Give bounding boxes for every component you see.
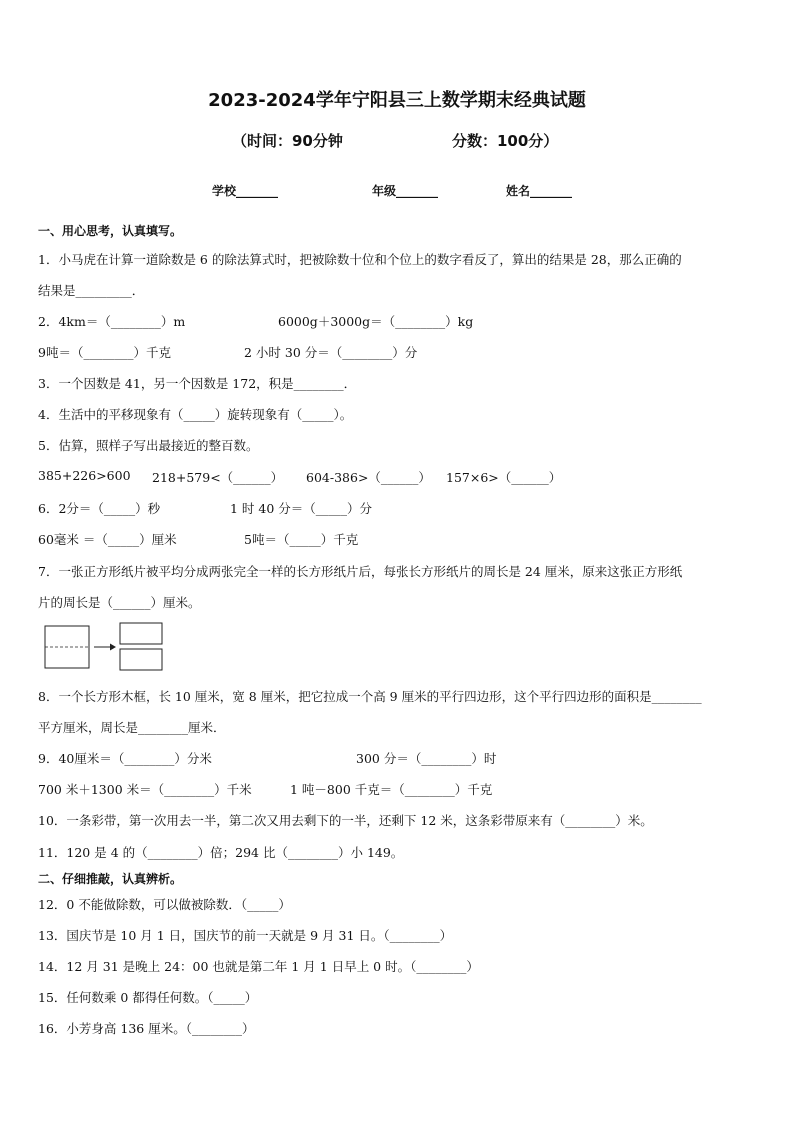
question-5: 5．估算，照样子写出最接近的整百数。 [38, 438, 259, 453]
question-4: 4．生活中的平移现象有（_____）旋转现象有（_____）。 [38, 407, 353, 422]
question-15: 15．任何数乘 0 都得任何数。（_____） [38, 990, 258, 1005]
question-6-part-3: 60毫米 ＝（_____）厘米 [38, 532, 177, 547]
section-heading-2: 二、仔细推敲，认真辨析。 [38, 872, 183, 886]
question-5-item-2: 604-386>（______） [306, 470, 431, 485]
question-7-line-2: 片的周长是（______）厘米。 [38, 595, 201, 610]
arrow-head-icon [110, 644, 116, 651]
name-field[interactable]: 姓名_______ [506, 184, 573, 198]
question-8-line-2: 平方厘米，周长是________厘米． [38, 720, 226, 735]
question-8-line-1: 8．一个长方形木框，长 10 厘米，宽 8 厘米，把它拉成一个高 9 厘米的平行四边形，这个平行四边形的面积是________ [38, 689, 702, 704]
school-field[interactable]: 学校_______ [212, 184, 279, 198]
page-title: 2023-2024学年宁阳县三上数学期末经典试题 [208, 90, 586, 111]
question-10: 10．一条彩带，第一次用去一半，第二次又用去剩下的一半，还剩下 12 米，这条彩带原来有（________）米。 [38, 813, 653, 828]
rectangle-top [120, 623, 162, 644]
question-1-line-2: 结果是_________． [38, 283, 145, 298]
question-2-part-2: 6000g＋3000g＝（________）kg [278, 314, 474, 329]
question-11: 11．120 是 4 的（________）倍；294 比（________）小 149。 [38, 845, 404, 860]
question-2-part-4: 2 小时 30 分＝（________）分 [244, 345, 418, 360]
rectangle-bottom [120, 649, 162, 670]
exam-score: 分数：100分） [452, 132, 559, 150]
question-5-item-1: 218+579<（______） [152, 470, 284, 485]
question-16: 16．小芳身高 136 厘米。（________） [38, 1021, 255, 1036]
question-1-line-1: 1．小马虎在计算一道除数是 6 的除法算式时，把被除数十位和个位上的数字看反了，算出的结果是 28，那么正确的 [38, 252, 682, 267]
question-5-item-3: 157×6>（______） [446, 470, 562, 485]
question-13: 13．国庆节是 10 月 1 日，国庆节的前一天就是 9 月 31 日。（________） [38, 928, 453, 943]
question-3: 3．一个因数是 41，另一个因数是 172，积是________． [38, 376, 357, 391]
question-14: 14．12 月 31 是晚上 24：00 也就是第二年 1 月 1 日早上 0 时。（________） [38, 959, 479, 974]
question-2-part-1: 2．4km＝（________）m [38, 314, 186, 329]
question-9-part-3: 700 米＋1300 米＝（________）千米 [38, 782, 252, 797]
question-9-part-1: 9．40厘米＝（________）分米 [38, 751, 212, 766]
question-7-line-1: 7．一张正方形纸片被平均分成两张完全一样的长方形纸片后，每张长方形纸片的周长是 24 厘米，原来这张正方形纸 [38, 564, 683, 579]
question-6-part-1: 6．2分＝（_____）秒 [38, 501, 161, 516]
section-heading-1: 一、用心思考，认真填写。 [38, 224, 183, 238]
question-12: 12．0 不能做除数，可以做被除数．（_____） [38, 897, 291, 912]
question-6-part-2: 1 时 40 分＝（_____）分 [230, 501, 373, 516]
square-split-figure [44, 622, 164, 672]
exam-time: （时间：90分钟 [232, 132, 343, 150]
question-5-example: 385+226>600 [38, 468, 131, 483]
question-6-part-4: 5吨＝（_____）千克 [244, 532, 359, 547]
question-2-part-3: 9吨＝（________）千克 [38, 345, 171, 360]
grade-field[interactable]: 年级_______ [372, 184, 439, 198]
question-9-part-4: 1 吨－800 千克＝（________）千克 [290, 782, 493, 797]
question-9-part-2: 300 分＝（________）时 [356, 751, 497, 766]
